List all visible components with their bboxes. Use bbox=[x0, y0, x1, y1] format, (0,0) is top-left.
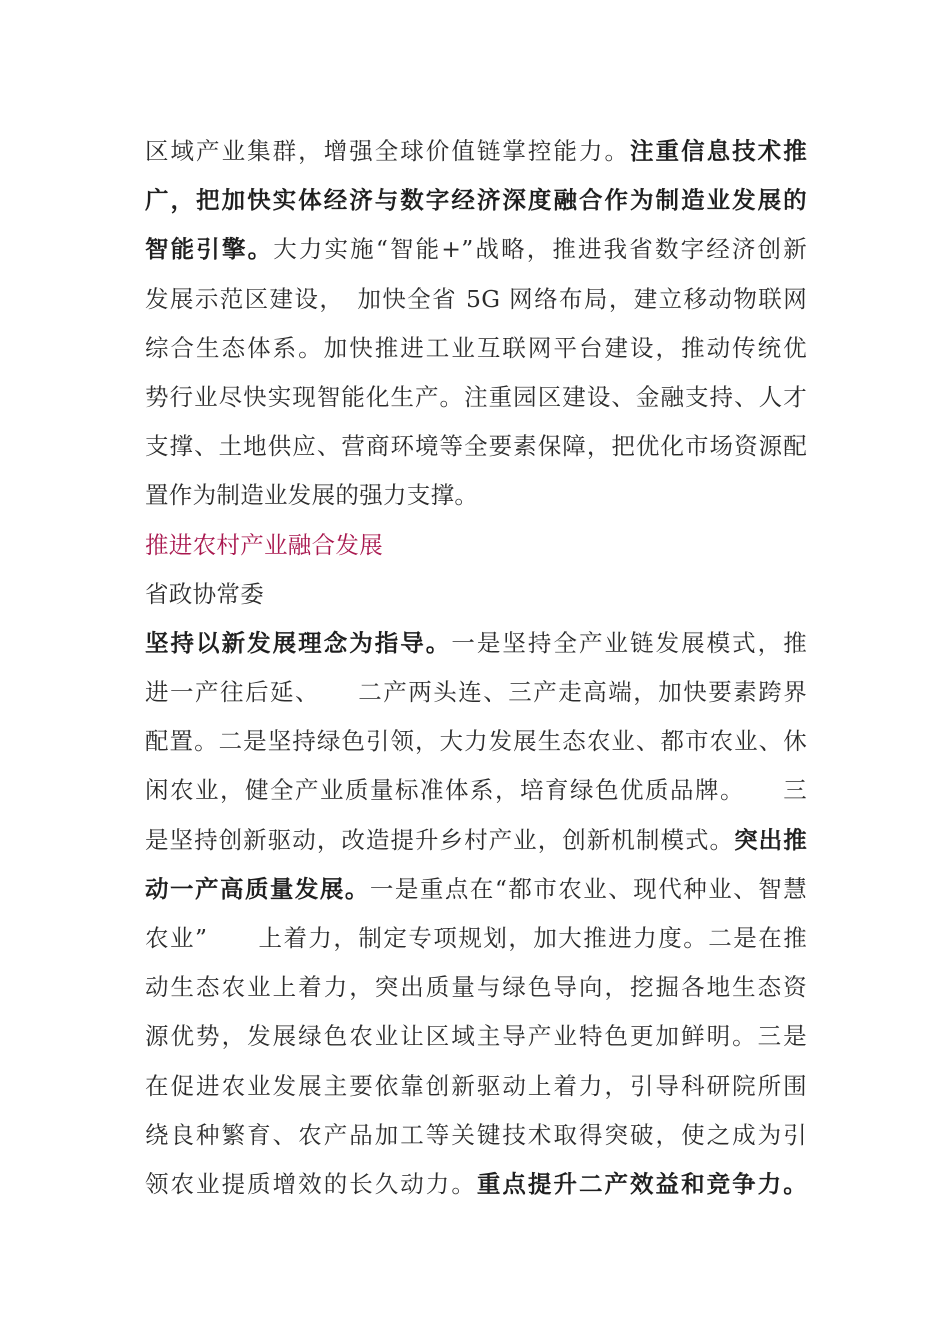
body-text: 势行业尽快实现智能化生产。注重园区建设、金融支持、人才 bbox=[145, 382, 807, 411]
body-text: 源优势，发展绿色农业让区域主导产业特色更加鲜明。三是 bbox=[145, 1022, 807, 1051]
paragraph-line bbox=[145, 471, 807, 520]
author-line: 省政协常委 bbox=[145, 579, 264, 608]
paragraph-line bbox=[145, 865, 807, 914]
body-text: 大力实施“智能+”战略，推进我省数字经济创新 bbox=[273, 235, 807, 264]
bold-text: 智能引擎。 bbox=[145, 235, 274, 264]
paragraph-line bbox=[145, 127, 807, 176]
paragraph-line bbox=[145, 1160, 807, 1209]
body-text: 动生态农业上着力，突出质量与绿色导向，挖掘各地生态资 bbox=[145, 973, 807, 1002]
section-heading: 推进农村产业融合发展 bbox=[145, 530, 383, 559]
paragraph-line bbox=[145, 1062, 807, 1111]
bold-text: 重点提升二产效益和竞争力。 bbox=[476, 1169, 807, 1198]
paragraph-line bbox=[145, 225, 807, 274]
paragraph-line bbox=[145, 717, 807, 766]
body-text: 在促进农业发展主要依靠创新驱动上着力，引导科研院所围 bbox=[145, 1071, 807, 1100]
paragraph-line bbox=[145, 1012, 807, 1061]
paragraph-line bbox=[145, 373, 807, 422]
paragraph-line bbox=[145, 275, 807, 324]
paragraph-line bbox=[145, 766, 807, 815]
bold-text: 突出推 bbox=[734, 825, 808, 854]
paragraph-line bbox=[145, 668, 807, 717]
body-text: 区域产业集群，增强全球价值链掌控能力。 bbox=[145, 137, 631, 165]
body-text: 是坚持创新驱动，改造提升乡村产业，创新机制模式。 bbox=[145, 825, 735, 854]
body-text: 一是坚持全产业链发展模式，推 bbox=[451, 628, 808, 657]
body-text: 一是重点在“都市农业、现代种业、智慧 bbox=[369, 874, 807, 903]
bold-text: 动一产高质量发展。 bbox=[145, 874, 370, 903]
bold-text: 注重信息技术推 bbox=[630, 137, 807, 165]
body-text: 闲农业，健全产业质量标准体系，培育绿色优质品牌。 三 bbox=[145, 776, 807, 805]
paragraph-line bbox=[145, 422, 807, 471]
bold-text: 广，把加快实体经济与数字经济深度融合作为制造业发展的 bbox=[145, 186, 807, 215]
document-page bbox=[145, 127, 807, 1209]
bold-text: 坚持以新发展理念为指导。 bbox=[145, 628, 452, 657]
paragraph-line bbox=[145, 619, 807, 668]
body-text: 发展示范区建设， 加快全省 5G 网络布局，建立移动物联网 bbox=[145, 284, 807, 313]
paragraph-line bbox=[145, 1111, 807, 1160]
body-text: 绕良种繁育、农产品加工等关键技术取得突破，使之成为引 bbox=[145, 1120, 807, 1149]
body-text: 领农业提质增效的长久动力。 bbox=[145, 1169, 477, 1198]
body-text: 置作为制造业发展的强力支撑。 bbox=[145, 481, 479, 510]
paragraph-line bbox=[145, 914, 807, 963]
body-text: 综合生态体系。加快推进工业互联网平台建设，推动传统优 bbox=[145, 333, 807, 362]
body-text: 进一产往后延、 二产两头连、三产走高端，加快要素跨界 bbox=[145, 678, 807, 707]
paragraph-line bbox=[145, 963, 807, 1012]
paragraph-line bbox=[145, 176, 807, 225]
body-text: 配置。二是坚持绿色引领，大力发展生态农业、都市农业、休 bbox=[145, 727, 807, 756]
paragraph-line bbox=[145, 816, 807, 865]
body-text: 支撑、土地供应、营商环境等全要素保障，把优化市场资源配 bbox=[145, 432, 807, 461]
body-text: 农业” 上着力，制定专项规划，加大推进力度。二是在推 bbox=[145, 924, 807, 952]
paragraph-line bbox=[145, 324, 807, 373]
